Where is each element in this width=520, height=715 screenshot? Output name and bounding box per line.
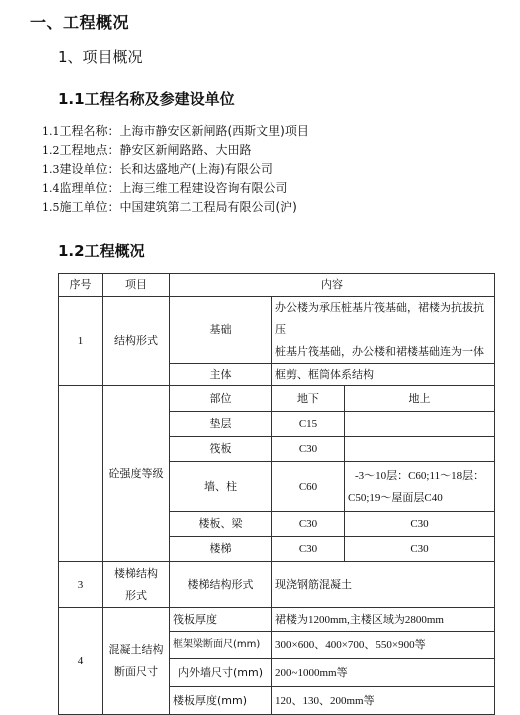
cell-label: 主体	[170, 364, 272, 386]
cell-label: 楼板、梁	[170, 512, 272, 537]
cell-label: 部位	[170, 386, 272, 412]
row-no: 4	[59, 608, 103, 715]
row-item: 混凝土结构 断面尺寸	[103, 608, 170, 715]
heading-project-overview: 一、工程概况	[30, 13, 130, 32]
info-line: 1.1工程名称：上海市静安区新闸路(西斯文里)项目	[42, 124, 309, 138]
table-header-row	[59, 274, 495, 297]
table-row	[59, 386, 495, 412]
row-item: 砼强度等级	[103, 386, 170, 562]
cell-value: C15	[272, 412, 345, 437]
cell-label: 筏板厚度	[170, 608, 272, 632]
cell-label: 地上	[345, 386, 495, 412]
table-row	[59, 608, 495, 632]
table-row	[59, 562, 495, 608]
cell-value: C30	[345, 512, 495, 537]
row-no	[59, 386, 103, 562]
cell-value: C30	[272, 512, 345, 537]
cell-value: C30	[345, 537, 495, 562]
cell-label: 地下	[272, 386, 345, 412]
cell-label: 楼板厚度(mm)	[170, 687, 272, 715]
cell-value	[345, 437, 495, 462]
cell-label: 内外墙尺寸(mm)	[170, 659, 272, 687]
cell-text: 裙楼为1200mm,主楼区域为2800mm	[272, 608, 495, 632]
cell-label: 基础	[170, 297, 272, 364]
cell-label: 框架梁断面尺(mm)	[170, 632, 272, 659]
cell-text: 200~1000mm等	[272, 659, 495, 687]
info-line: 1.3建设单位：长和达盛地产(上海)有限公司	[42, 162, 273, 176]
cell-label: 垫层	[170, 412, 272, 437]
info-line: 1.4监理单位：上海三维工程建设咨询有限公司	[42, 181, 288, 195]
cell-value	[345, 412, 495, 437]
cell-text: 现浇钢筋混凝土	[272, 562, 495, 608]
cell-text: 120、130、200mm等	[272, 687, 495, 715]
header-no: 序号	[59, 274, 103, 297]
cell-text: 框剪、框筒体系结构	[272, 364, 495, 386]
cell-text: 300×600、400×700、550×900等	[272, 632, 495, 659]
header-content: 内容	[170, 274, 495, 297]
info-line: 1.2工程地点：静安区新闸路路、大田路	[42, 143, 252, 157]
heading-project-summary: 1、项目概况	[58, 48, 143, 66]
cell-value: C60	[272, 462, 345, 512]
project-info-list	[42, 122, 309, 217]
row-item: 楼梯结构 形式	[103, 562, 170, 608]
info-line: 1.5施工单位：中国建筑第二工程局有限公司(沪)	[42, 200, 297, 214]
project-overview-table	[58, 273, 495, 715]
cell-label: 楼梯	[170, 537, 272, 562]
row-no: 3	[59, 562, 103, 608]
table-row	[59, 297, 495, 364]
cell-label: 墙、柱	[170, 462, 272, 512]
row-item: 结构形式	[103, 297, 170, 386]
cell-value: -3～10层：C60;11～18层： C50;19～屋面层C40	[345, 462, 495, 512]
cell-value: C30	[272, 537, 345, 562]
cell-label: 筏板	[170, 437, 272, 462]
row-no: 1	[59, 297, 103, 386]
header-item: 项目	[103, 274, 170, 297]
cell-text: 办公楼为承压桩基片筏基础，裙楼为抗拔抗压 桩基片筏基础，办公楼和裙楼基础连为一体	[272, 297, 495, 364]
section-title-overview: 1.2工程概况	[58, 242, 145, 260]
cell-label: 楼梯结构形式	[170, 562, 272, 608]
section-title-units: 1.1工程名称及参建设单位	[58, 90, 235, 108]
cell-value: C30	[272, 437, 345, 462]
